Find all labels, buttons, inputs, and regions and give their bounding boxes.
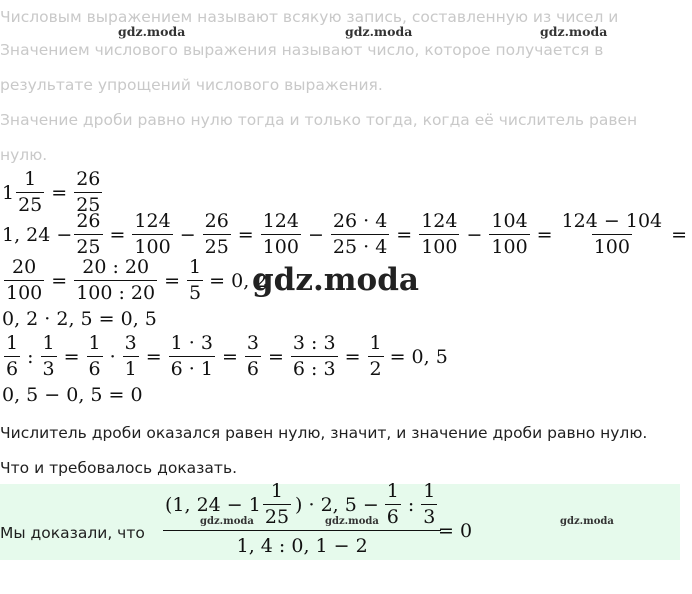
fraction: $\frac{1}{25}$ <box>264 480 290 528</box>
fraction: $\frac{3}{6}$ <box>246 332 259 380</box>
equation-multiply: 0, 2 · 2, 5 = 0, 5 <box>2 308 157 330</box>
watermark: gdz.moda <box>540 24 608 39</box>
watermark: gdz.moda <box>560 516 614 527</box>
fraction: $\frac{124}{100}$ <box>262 210 299 258</box>
watermark: gdz.moda <box>345 24 413 39</box>
final-rhs: = 0 <box>438 520 473 542</box>
fraction: $\frac{26}{25}$ <box>204 210 229 258</box>
equation-mixed-number: 1 $\frac{1}{25}$ = $\frac{26}{25}$ <box>2 168 101 216</box>
fraction: $\frac{20}{100}$ <box>6 256 43 304</box>
fraction: $\frac{1}{6}$ <box>6 332 19 380</box>
definition-line-4: Значение дроби равно нулю тогда и только тогда, когда её числитель равен <box>0 111 638 129</box>
fraction: $\frac{124 - 104}{100}$ <box>561 210 663 258</box>
watermark-large: gdz.moda <box>252 262 419 298</box>
fraction: $\frac{3}{1}$ <box>124 332 137 380</box>
definition-line-1: Числовым выражением называют всякую запись, составленную из чисел и <box>0 8 619 26</box>
fraction: $\frac{124}{100}$ <box>421 210 458 258</box>
definition-line-3: результате упрощений числового выражения. <box>0 76 383 94</box>
fraction: $\frac{1}{3}$ <box>42 332 55 380</box>
conclusion-text: Числитель дроби оказался равен нулю, значит, и значение дроби равно нулю. <box>0 424 648 442</box>
fraction: $\frac{26}{25}$ <box>76 168 101 216</box>
fraction: $\frac{1 \cdot 3}{6 \cdot 1}$ <box>170 332 213 380</box>
watermark: gdz.moda <box>325 516 379 527</box>
fraction: $\frac{1}{6}$ <box>88 332 101 380</box>
fraction: $\frac{26}{25}$ <box>76 210 101 258</box>
watermark: gdz.moda <box>200 516 254 527</box>
equation-reduce: $\frac{20}{100}$ = $\frac{20 : 20}{100 : 20}$ = $\frac{1}{5}$ = 0, 2 <box>6 256 268 304</box>
whole-part: 1 <box>2 181 15 204</box>
fraction: $\frac{1}{2}$ <box>369 332 382 380</box>
result-prefix: Мы доказали, что <box>0 524 145 542</box>
equation-division: $\frac{1}{6}$ : $\frac{1}{3}$ = $\frac{1}{6}$ · $\frac{3}{1}$ = $\frac{1 \cdot 3}{6 \cdot 1}$ = $\frac{3}{6}$ = $\frac{3 : 3}{6 : 3}$ = $\frac{1}{2}$ = 0, 5 <box>6 332 448 380</box>
fraction: $\frac{124}{100}$ <box>134 210 171 258</box>
definition-line-2: Значением числового выражения называют число, которое получается в <box>0 41 604 59</box>
fraction: $\frac{1}{5}$ <box>189 256 202 304</box>
equation-zero: 0, 5 − 0, 5 = 0 <box>2 384 143 406</box>
equation-subtraction: 1, 24 − $\frac{26}{25}$ = $\frac{124}{100}$ − $\frac{26}{25}$ = $\frac{124}{100}$ − $\frac{26 \cdot 4}{25 \cdot 4}$ = $\frac{124}{100}$ − $\frac{104}{100}$ = $\frac{124 - 104}{100}$ = <box>2 210 688 258</box>
qed-text: Что и требовалось доказать. <box>0 459 238 477</box>
fraction: $\frac{3 : 3}{6 : 3}$ <box>292 332 336 380</box>
fraction: $\frac{1}{25}$ <box>18 168 43 216</box>
fraction: $\frac{1}{6}$ <box>386 480 399 528</box>
fraction: $\frac{20 : 20}{100 : 20}$ <box>76 256 156 304</box>
definition-line-5: нулю. <box>0 146 48 164</box>
final-numerator: (1, 24 − 1 $\frac{1}{25}$ ) · 2, 5 − $\frac{1}{6}$ : $\frac{1}{3}$ <box>165 480 436 528</box>
fraction: $\frac{1}{3}$ <box>423 480 436 528</box>
fraction: $\frac{104}{100}$ <box>491 210 528 258</box>
fraction: $\frac{26 \cdot 4}{25 \cdot 4}$ <box>332 210 388 258</box>
final-denominator: 1, 4 : 0, 1 − 2 <box>163 530 441 557</box>
watermark: gdz.moda <box>118 24 186 39</box>
